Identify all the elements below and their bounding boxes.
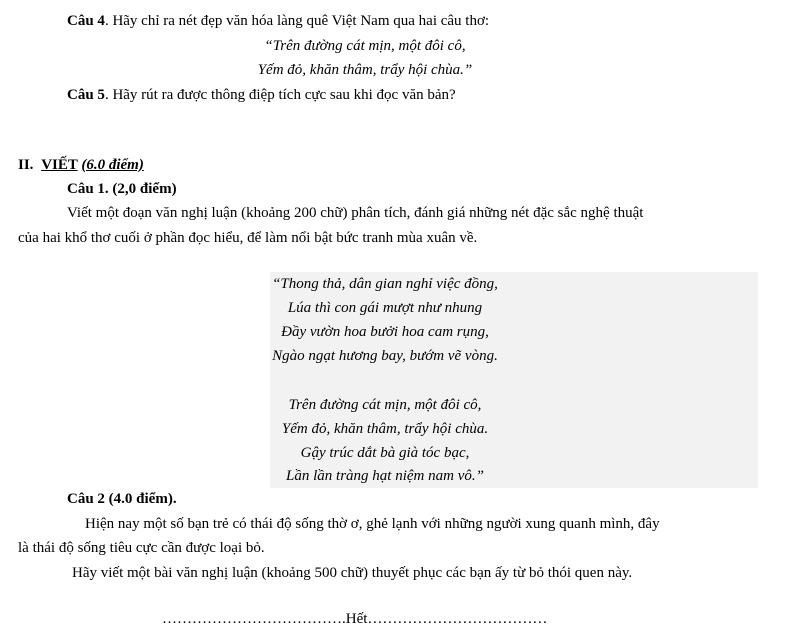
question-5 [67, 86, 456, 104]
writing-question-2-line-2: là thái độ sống tiêu cực cần được loại bỏ. [18, 540, 265, 556]
writing-question-1-line-1: Viết một đoạn văn nghị luận (khoảng 200 chữ) phân tích, đánh giá những nét đặc sắc nghệ thuật [67, 205, 644, 221]
poem-line: Gậy trúc dắt bà già tóc bạc, [300, 445, 470, 461]
section-2-number: II. [18, 157, 34, 173]
poem-line: Trên đường cát mịn, một đôi cô, [288, 397, 482, 413]
poem-line: Lần lần tràng hạt niệm nam vô.” [286, 468, 484, 484]
end-dots-left: ………………………………. [162, 611, 346, 627]
writing-question-1-label: Câu 1. (2,0 điểm) [67, 181, 177, 197]
poem-line: Ngào ngạt hương bay, bướm vẽ vòng. [272, 348, 498, 364]
poem-line: Yếm đỏ, khăn thâm, trẩy hội chùa. [281, 421, 489, 437]
writing-question-1-line-2: của hai khổ thơ cuối ở phần đọc hiểu, để làm nổi bật bức tranh mùa xuân về. [18, 230, 478, 246]
writing-question-2-line-1: Hiện nay một số bạn trẻ có thái độ sống thờ ơ, ghẻ lạnh với những người xung quanh mình, đây [85, 516, 660, 532]
question-4-label: Câu 4 [67, 13, 105, 29]
section-2-heading [18, 156, 144, 174]
writing-question-2-line-3: Hãy viết một bài văn nghị luận (khoảng 500 chữ) thuyết phục các bạn ấy từ bỏ thói quen này. [72, 565, 633, 581]
poem-line: Đầy vườn hoa bưởi hoa cam rụng, [281, 324, 489, 340]
poem-line: Lúa thì con gái mượt như nhung [287, 300, 483, 316]
question-4-quote-line-1: “Trên đường cát mịn, một đôi cô, [264, 38, 466, 54]
end-dots-right: ……………………………… [367, 611, 548, 627]
end-text: Hết [345, 611, 368, 627]
question-4 [67, 12, 489, 30]
question-5-label: Câu 5 [67, 87, 105, 103]
end-marker [162, 610, 547, 628]
question-5-text: . Hãy rút ra được thông điệp tích cực sau khi đọc văn bản? [104, 87, 456, 103]
writing-question-2-label: Câu 2 (4.0 điểm). [67, 491, 177, 507]
question-4-quote-line-2: Yếm đỏ, khăn thâm, trẩy hội chùa.” [257, 62, 473, 78]
section-2-points: (6.0 điểm) [81, 157, 144, 173]
poem-line: “Thong thả, dân gian nghỉ việc đồng, [272, 276, 498, 292]
section-2-title: VIẾT [41, 157, 78, 173]
question-4-text: . Hãy chỉ ra nét đẹp văn hóa làng quê Việt Nam qua hai câu thơ: [104, 13, 490, 29]
